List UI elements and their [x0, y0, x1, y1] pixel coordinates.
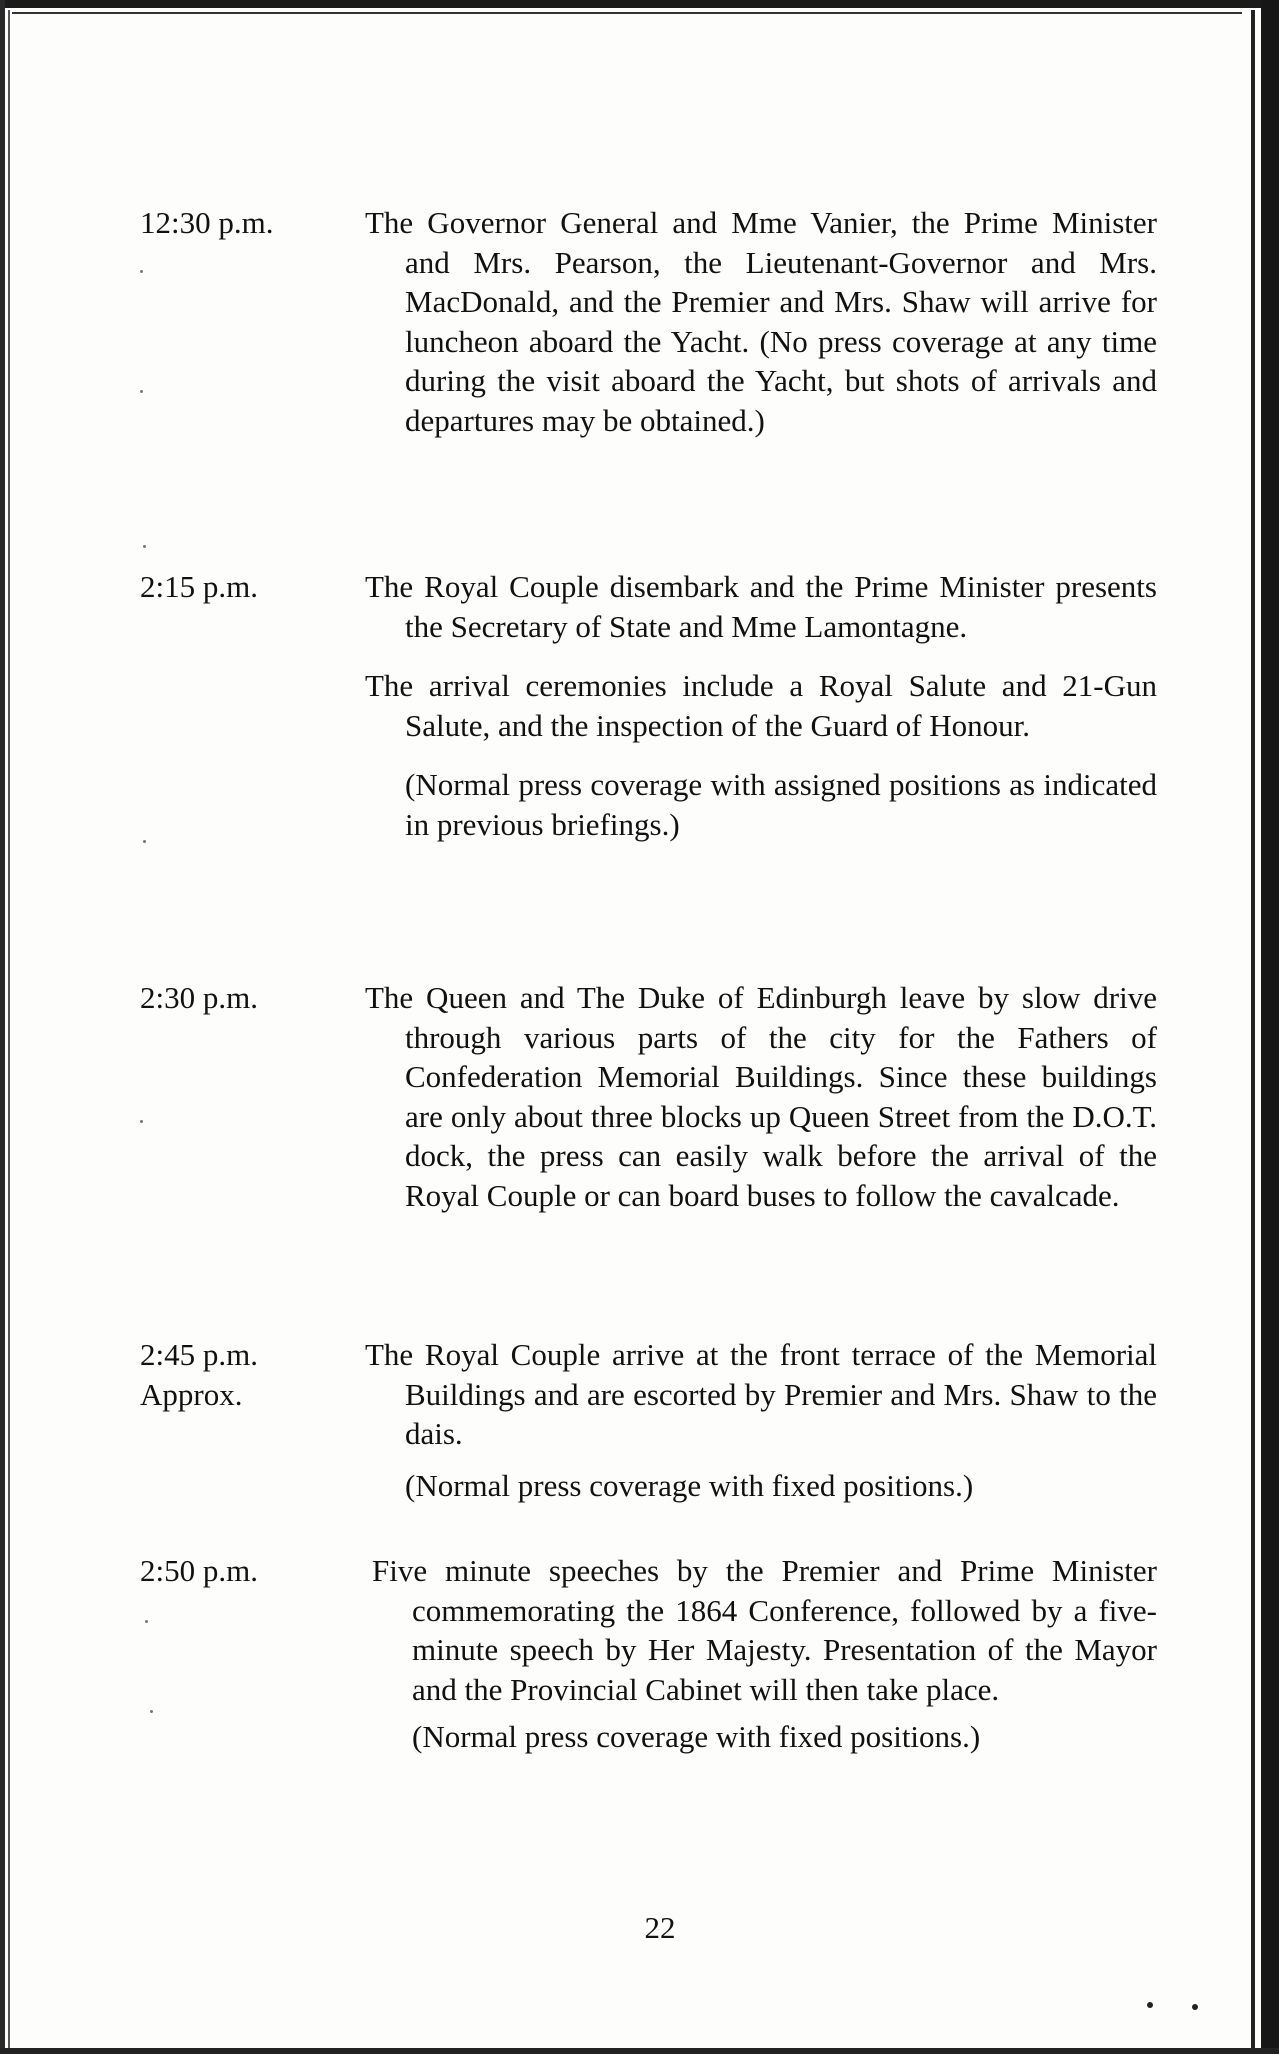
entry-description: [365, 1335, 1157, 1521]
scan-border-top: [0, 0, 1279, 8]
press-note: (Normal press coverage with fixed positions.): [412, 1719, 981, 1754]
scan-border-left: [0, 0, 5, 2054]
scan-speck: [145, 1620, 148, 1623]
scan-speck: [140, 1120, 143, 1123]
scan-border-right-inner: [1251, 10, 1255, 2050]
scan-speck: [140, 270, 143, 273]
scan-speck: [1147, 2002, 1153, 2008]
entry-description: [365, 567, 1157, 860]
scan-border-top-inner: [12, 12, 1242, 14]
scan-speck: [140, 390, 143, 393]
entry-description: [365, 978, 1157, 1231]
page-number: 22: [644, 1910, 676, 1945]
entry-paragraph: The arrival ceremonies include a Royal Salute and 21-Gun Salute, and the inspection of the Guard of Honour.: [365, 668, 1157, 743]
scan-speck: [1192, 2004, 1198, 2010]
scan-border-left-inner: [8, 10, 10, 2050]
entry-paragraph: The Royal Couple arrive at the front terrace of the Memorial Buildings and are escorted by Premier and Mrs. Shaw to the dais.: [365, 1337, 1157, 1451]
entry-description: [372, 1551, 1157, 1773]
entry-time: 2:15 p.m.: [140, 569, 258, 604]
scan-border-right: [1261, 0, 1279, 2054]
entry-paragraph: The Governor General and Mme Vanier, the Prime Minister and Mrs. Pearson, the Lieutenant-Governor and Mrs. MacDonald, and the Premier and Mrs. Shaw will arrive for luncheon aboard the Yacht. (No press coverage at any time during the visit aboard the Yacht, but shots of arrivals and departures may be obtained.): [365, 205, 1157, 438]
press-note: (Normal press coverage with assigned positions as indicated in previous briefings.): [405, 767, 1157, 842]
entry-time: 2:50 p.m.: [140, 1553, 258, 1588]
scan-speck: [143, 840, 146, 843]
scan-border-bottom: [0, 2048, 1279, 2054]
entry-description: [365, 203, 1157, 456]
entry-time: 12:30 p.m.: [140, 205, 274, 240]
scan-speck: [150, 1710, 153, 1713]
entry-paragraph: The Royal Couple disembark and the Prime Minister presents the Secretary of State and Mme Lamontagne.: [365, 569, 1157, 644]
scan-speck: [143, 545, 146, 548]
press-note: (Normal press coverage with fixed positions.): [405, 1467, 974, 1503]
entry-paragraph: The Queen and The Duke of Edinburgh leave by slow drive through various parts of the city for the Fathers of Confederation Memorial Buildings. Since these buildings are only about three blocks up Queen Street from the D.O.T. dock, the press can easily walk before the arrival of the Royal Couple or can board buses to follow the cavalcade.: [365, 980, 1157, 1213]
entry-time: 2:30 p.m.: [140, 980, 258, 1015]
entry-paragraph: Five minute speeches by the Premier and Prime Minister commemorating the 1864 Conference, followed by a five-minute speech by Her Majesty. Presentation of the Mayor and the Provincial Cabinet will then take place.: [372, 1553, 1157, 1707]
entry-time: 2:45 p.m. Approx.: [140, 1337, 258, 1412]
